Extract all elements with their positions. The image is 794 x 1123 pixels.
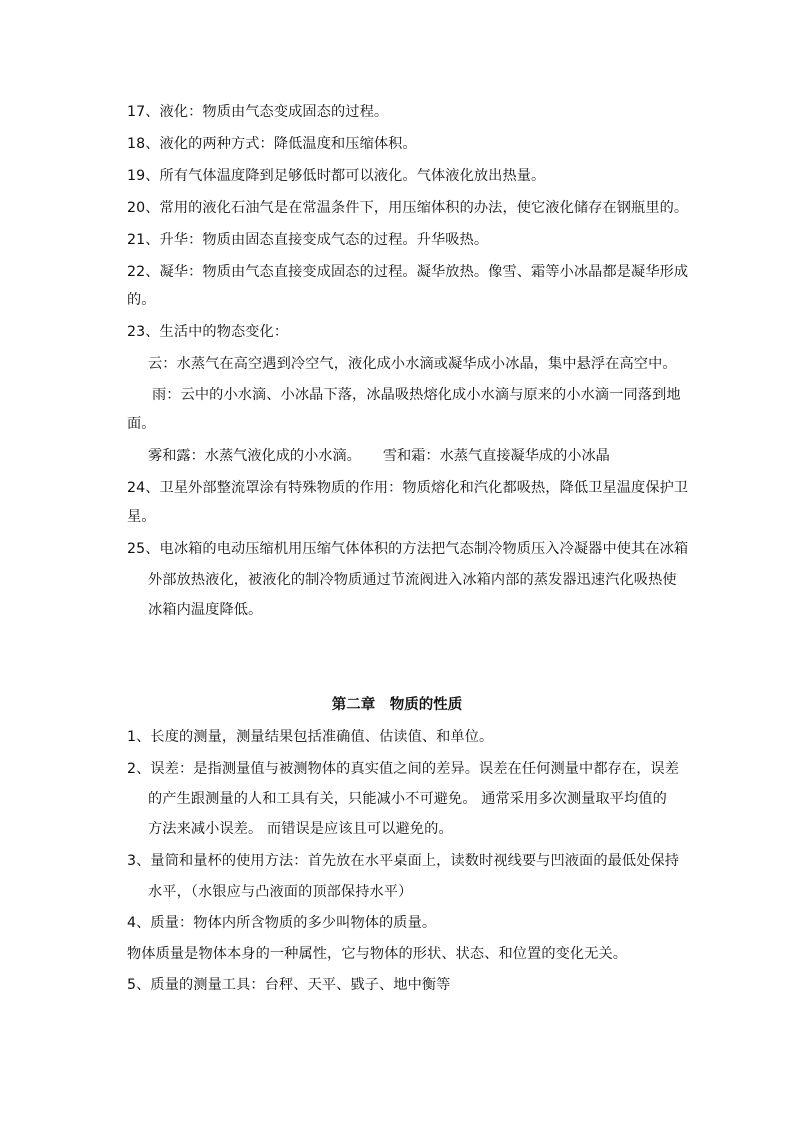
ch2-item-4-mass: 4、质量：物体内所含物质的多少叫物体的质量。 — [127, 915, 437, 931]
item-23-fog-dew: 雾和露：水蒸气液化成的小水滴。 — [148, 448, 361, 464]
item-24-satellite: 24、卫星外部整流罩涂有特殊物质的作用：物质熔化和汽化都吸热，降低卫星温度保护卫 — [127, 480, 689, 496]
item-19-gas-liquefaction: 19、所有气体温度降到足够低时都可以液化。气体液化放出热量。 — [127, 168, 546, 184]
item-23-snow-frost: 雪和霜：水蒸气直接凝华成的小冰晶 — [382, 448, 610, 464]
ch2-item-4-mass-property: 物体质量是物体本身的一种属性，它与物体的形状、状态、和位置的变化无关。 — [127, 946, 628, 962]
item-25-refrigerator: 25、电冰箱的电动压缩机用压缩气体体积的方法把气态制冷物质压入冷凝器中使其在冰箱 — [127, 541, 689, 557]
item-23-rain-cont: 面。 — [127, 416, 156, 432]
ch2-item-2-error-cont2: 方法来减小误差。 而错误是应该且可以避免的。 — [148, 821, 453, 837]
item-25-refrigerator-cont1: 外部放热液化，被液化的制冷物质通过节流阀进入冰箱内部的蒸发器迅速汽化吸热使 — [148, 572, 677, 588]
ch2-item-5-mass-tools: 5、质量的测量工具：台秤、天平、戥子、地中衡等 — [127, 977, 451, 993]
item-23-fog-snow-row — [148, 446, 610, 466]
item-17-liquefaction: 17、液化：物质由气态变成固态的过程。 — [127, 104, 389, 120]
item-23-rain: 雨：云中的小水滴、小冰晶下落，冰晶吸热熔化成小水滴与原来的小水滴一同落到地 — [152, 387, 681, 403]
item-25-refrigerator-cont2: 冰箱内温度降低。 — [148, 602, 263, 618]
item-22-deposition-cont: 的。 — [127, 292, 156, 308]
item-23-cloud: 云：水蒸气在高空遇到冷空气，液化成小水滴或凝华成小冰晶，集中悬浮在高空中。 — [148, 356, 677, 372]
ch2-item-2-error: 2、误差：是指测量值与被测物体的真实值之间的差异。误差在任何测量中都存在，误差 — [127, 761, 680, 777]
item-21-sublimation: 21、升华：物质由固态直接变成气态的过程。升华吸热。 — [127, 232, 489, 248]
item-24-satellite-cont: 星。 — [127, 509, 156, 525]
item-20-lpg: 20、常用的液化石油气是在常温条件下，用压缩体积的办法，使它液化储存在钢瓶里的。 — [127, 200, 689, 216]
item-18-liquefaction-methods: 18、液化的两种方式：降低温度和压缩体积。 — [127, 136, 417, 152]
ch2-item-2-error-cont1: 的产生跟测量的人和工具有关，只能减小不可避免。 通常采用多次测量取平均值的 — [148, 791, 667, 807]
item-23-life-phase-changes: 23、生活中的物态变化： — [127, 324, 289, 340]
item-22-deposition: 22、凝华：物质由气态直接变成固态的过程。凝华放热。像雪、霜等小冰晶都是凝华形成 — [127, 264, 689, 280]
chapter-2-title: 第二章 物质的性质 — [331, 697, 463, 713]
ch2-item-1-length: 1、长度的测量，测量结果包括准确值、估读值、和单位。 — [127, 729, 494, 745]
ch2-item-3-cylinder-cont: 水平，（水银应与凸液面的顶部保持水平） — [148, 884, 413, 900]
ch2-item-3-cylinder: 3、量筒和量杯的使用方法：首先放在水平桌面上，读数时视线要与凹液面的最低处保持 — [127, 853, 680, 869]
